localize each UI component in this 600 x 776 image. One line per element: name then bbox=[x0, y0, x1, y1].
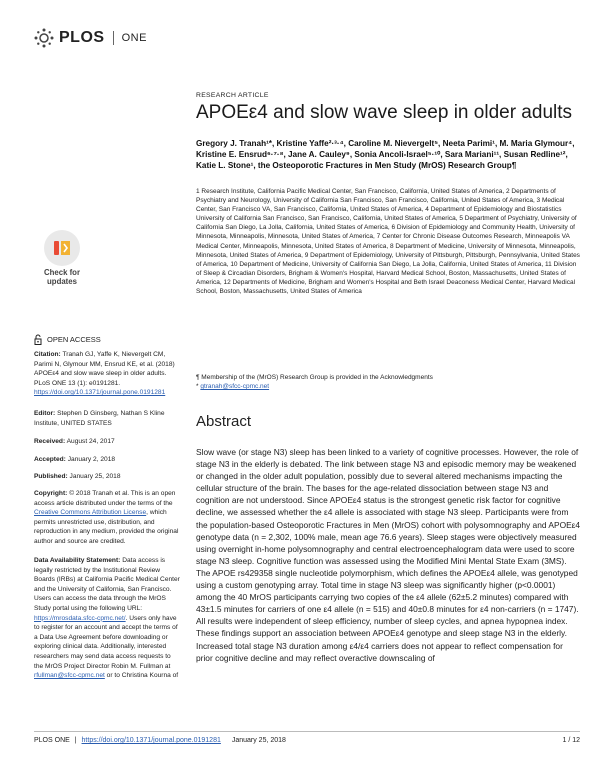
data-availability-label: Data Availability Statement: bbox=[34, 557, 121, 564]
published-block bbox=[34, 472, 180, 482]
footer-date: January 25, 2018 bbox=[231, 737, 286, 744]
open-lock-icon bbox=[34, 334, 42, 345]
mros-portal-link[interactable]: https://mrosdata.sfcc-cpmc.net/ bbox=[34, 614, 126, 622]
accepted-label: Accepted: bbox=[34, 456, 66, 463]
editor-text: Stephen D Ginsberg, Nathan S Kline Institute, UNITED STATES bbox=[34, 410, 165, 427]
received-date: August 24, 2017 bbox=[66, 438, 115, 445]
article-type: RESEARCH ARTICLE bbox=[196, 92, 269, 99]
editor-label: Editor: bbox=[34, 410, 56, 417]
abstract-heading: Abstract bbox=[196, 413, 252, 430]
footer-journal: PLOS ONE bbox=[34, 737, 70, 744]
published-date: January 25, 2018 bbox=[69, 473, 121, 480]
data-availability-text: Data access is legally restricted by the Institutional Review Boards (IRBs) at California Pacific Medical Center and the University of California, San Francisco. Users can access the data through the MrOS Study portal using the following URL: bbox=[34, 557, 180, 612]
check-updates-line1: Check for bbox=[44, 268, 80, 277]
author-list: Gregory J. Tranah¹*, Kristine Yaffe²·³·⁴, Caroline M. Nievergelt⁵, Neeta Parimi¹, M. Maria Glymour⁴, Kristine E. Ensrud⁶·⁷·⁸, Jane A. Cauley⁹, Sonia Ancoli-Israel⁵·¹⁰, Sara Mariani¹¹, Susan Redline¹², Katie L. Stone¹, the Osteoporotic Fractures in Men Study (MrOS) Research Group¶ bbox=[196, 139, 575, 170]
editor-block bbox=[34, 409, 180, 428]
footer-doi-link[interactable]: https://doi.org/10.1371/journal.pone.0191281 bbox=[81, 737, 221, 744]
journal-name: ONE bbox=[121, 32, 147, 44]
fullman-email-link[interactable]: rfullman@sfcc-cpmc.net bbox=[34, 672, 105, 680]
email-marker: * bbox=[196, 383, 199, 390]
membership-note bbox=[196, 373, 581, 391]
logo-text: PLOS bbox=[59, 29, 105, 46]
data-availability-text-3: or to Christina Kourna of bbox=[106, 672, 179, 680]
accepted-block bbox=[34, 455, 180, 465]
data-availability-block bbox=[34, 556, 180, 681]
footer-divider bbox=[34, 731, 580, 732]
plos-logo-icon bbox=[33, 27, 55, 49]
data-availability-text-2: . Users only have to register for an account and accept the terms of a Data Use Agreement before downloading or exploring clinical data. Additionally, interested researchers may send data access requests to the MrOS Project Director Robin M. Fullman at bbox=[34, 614, 178, 670]
open-access-badge bbox=[34, 334, 101, 345]
citation-doi-link[interactable]: https://doi.org/10.1371/journal.pone.0191281 bbox=[34, 389, 166, 397]
plos-logo[interactable] bbox=[33, 27, 147, 49]
copyright-text: © 2018 Tranah et al. This is an open access article distributed under the terms of the bbox=[34, 490, 176, 507]
page-footer bbox=[34, 737, 580, 744]
affiliations: 1 Research Institute, California Pacific Medical Center, San Francisco, California, United States of America, 2 Departments of Psychiatry and Neurology, University of California San Francisco, San Francisco, California, United States of America, 3 Medical Center, San Francisco VA, San Francisco, California, United States of America, 4 Department of Epidemiology and Biostatistics University of California San Francisco, San Francisco, California, United States of America, 5 Department of Psychiatry, University of California San Diego, La Jolla, California, United States of America, 6 Division of Epidemiology and Community Health, University of Minnesota, Minneapolis, Minnesota, United States of America, 7 Center for Chronic Disease Outcomes Research, Minneapolis VA Medical Center, Minneapolis, Minnesota, United States of America, 8 Department of Medicine, University of Minnesota, Minneapolis, Minnesota, United States of America, 9 Department of Epidemiology, University of Pittsburgh, Pittsburgh, Pennsylvania, United States of America, 10 Department of Medicine, University of California San Diego, La Jolla, California, United States of America, 11 Division of Sleep & Circadian Disorders, Brigham & Women's Hospital, Harvard Medical School, Boston, Massachusetts, United States of America, 12 Departments of Medicine, Brigham and Women's Hospital and Beth Israel Deaconess Medical Center, Harvard Medical School, Boston, Massachusetts, United States of America bbox=[196, 188, 580, 296]
corresponding-email-link[interactable]: gtranah@sfcc-cpmc.net bbox=[200, 383, 270, 390]
copyright-label: Copyright: bbox=[34, 490, 68, 497]
membership-text: ¶ Membership of the (MrOS) Research Group is provided in the Acknowledgments bbox=[196, 374, 433, 381]
check-for-updates-badge[interactable] bbox=[34, 230, 90, 286]
article-title: APOEε4 and slow wave sleep in older adults bbox=[196, 102, 573, 123]
cc-license-link[interactable]: Creative Commons Attribution License bbox=[34, 509, 147, 517]
copyright-block bbox=[34, 489, 180, 547]
citation-text: Tranah GJ, Yaffe K, Nievergelt CM, Parimi N, Glymour MM, Ensrud KE, et al. (2018) APOEε4 and slow wave sleep in older adults. PLoS ONE 13 (1): e0191281. bbox=[34, 351, 175, 387]
citation-label: Citation: bbox=[34, 351, 61, 358]
received-label: Received: bbox=[34, 438, 66, 445]
received-block bbox=[34, 437, 180, 447]
footer-separator: | bbox=[74, 737, 77, 744]
check-updates-icon bbox=[44, 230, 80, 266]
citation-block bbox=[34, 350, 180, 398]
copyright-text-2: , which permits unrestricted use, distribution, and reproduction in any medium, provided the original author and source are credited. bbox=[34, 509, 179, 545]
open-access-label: OPEN ACCESS bbox=[47, 335, 101, 344]
published-label: Published: bbox=[34, 473, 68, 480]
accepted-date: January 2, 2018 bbox=[67, 456, 116, 463]
page-number: 1 / 12 bbox=[562, 737, 580, 744]
abstract-text: Slow wave (or stage N3) sleep has been linked to a variety of cognitive processes. However, the role of stage N3 in the elderly is debated. The link between stage N3 and episodic memory may be weakened or changed in the older adult population, possibly due to several altered mechanisms impacting the cellular structure of the brain. The bases for the age-related dissociation between stage N3 and cognition are not understood. Since APOEε4 status is the strongest genetic risk factor for cognitive decline, we assessed whether the ε4 allele is associated with stage N3 sleep. Participants were from the population-based Osteoporotic Fractures in Men (MrOS) cohort with polysomnography and APOEε4 genotype data (n = 2,302, 100% male, mean age 76.6 years). Sleep stages were objectively measured using overnight in-home polysomnography and central electroencephalogram data were used to score stage N3 sleep. Cognitive function was assessed using the Modified Mini Mental State Exam (3MS). The APOE rs429358 single nucleotide polymorphism, which defines the APOEε4 allele, was genotyped using a custom genotyping array. Total time in stage N3 sleep was significantly higher (p<0.0001) among the 40 MrOS participants carrying two copies of the ε4 allele (62±5.2 minutes) compared with 43±1.5 minutes for carriers of one ε4 allele (n = 515) and 40±0.8 minutes for ε4 non-carriers (n = 1747). All results were independent of sleep efficiency, number of sleep cycles, and apnea hypopnea index. These findings support an association between APOEε4 genotype and sleep stage N3 in the elderly. Increased total stage N3 duration among ε4/ε4 carriers does not appear to reflect compensation for prior cognitive decline and may reflect overactive downscaling of bbox=[196, 447, 581, 663]
logo-divider bbox=[113, 31, 114, 45]
check-updates-line2: updates bbox=[47, 277, 77, 286]
